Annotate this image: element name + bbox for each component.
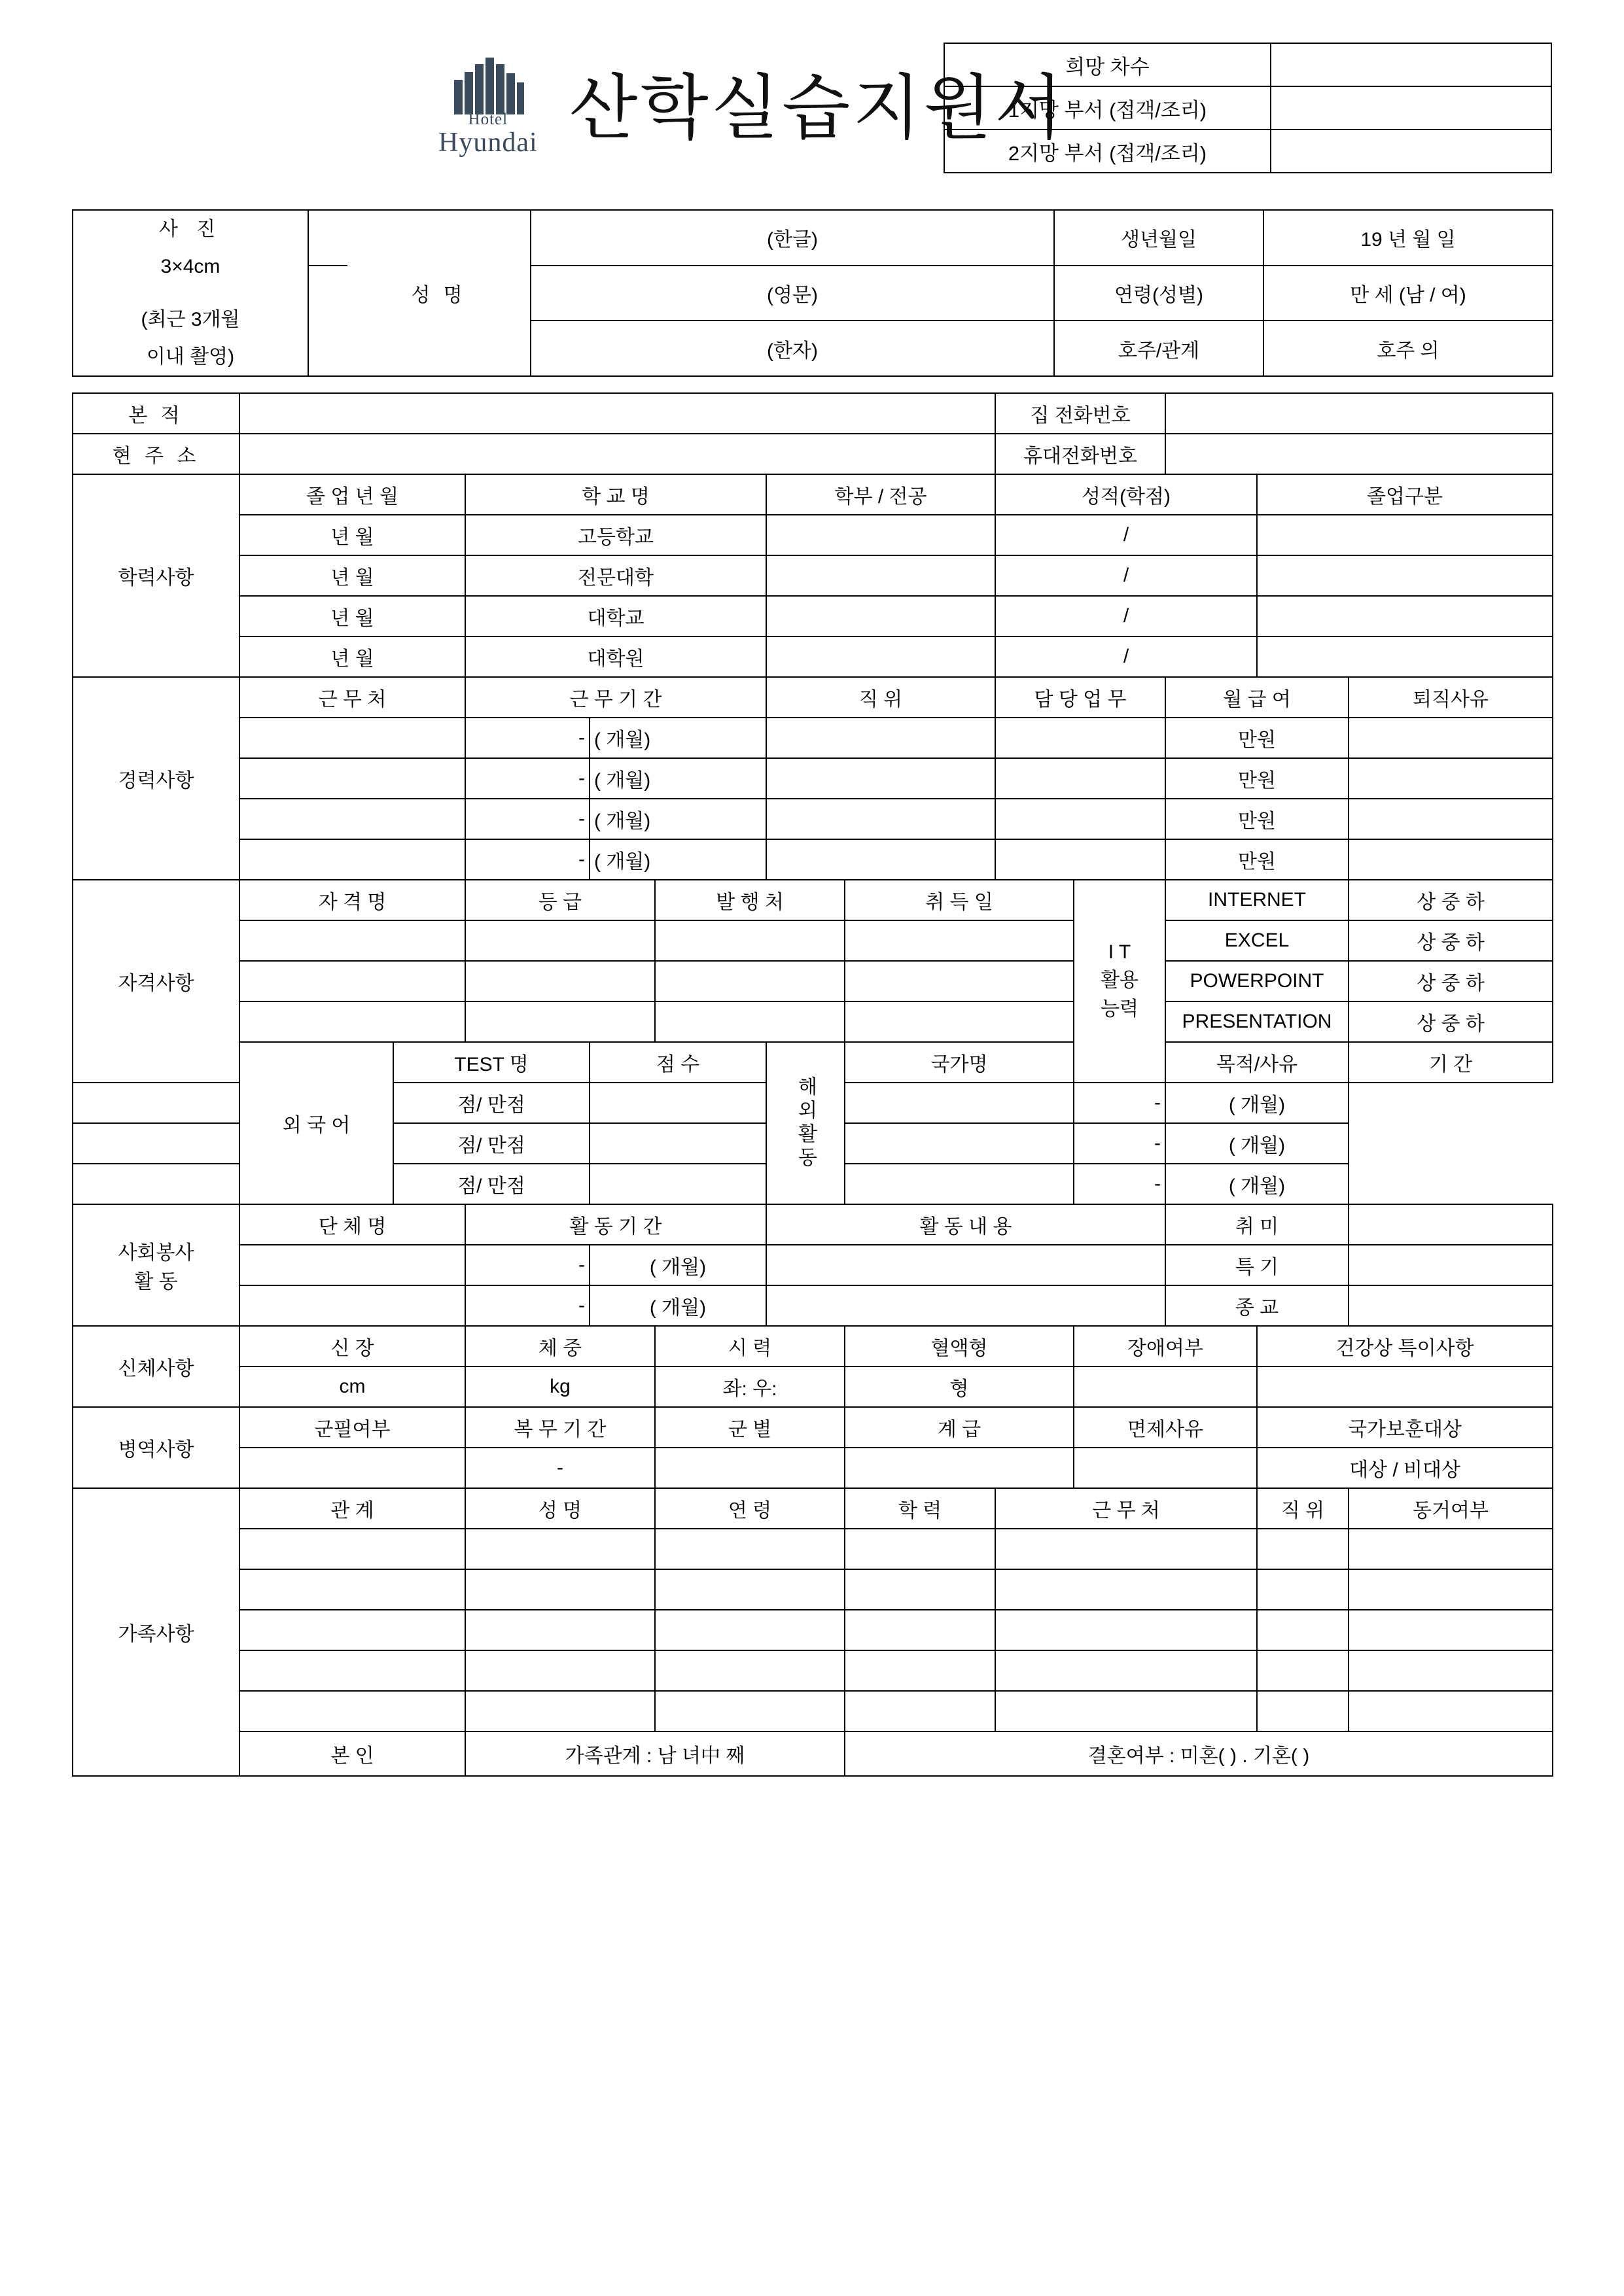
it-excel-label: EXCEL (1165, 920, 1349, 961)
education-school-1: 고등학교 (465, 515, 766, 555)
career-duty-4[interactable] (995, 839, 1165, 880)
age-gender-label: 연령(성별) (1054, 266, 1263, 321)
it-skill-label-line3: 능력 (1101, 998, 1139, 1020)
family-name-5[interactable] (465, 1691, 655, 1731)
career-position-1[interactable] (766, 718, 995, 758)
education-type-1[interactable] (1257, 515, 1553, 555)
mobile-phone-label: 휴대전화번호 (995, 434, 1165, 474)
family-name-1[interactable] (465, 1529, 655, 1569)
name-hanja-field[interactable]: (한자) (531, 321, 1054, 376)
family-age-1[interactable] (655, 1529, 845, 1569)
specialty-value[interactable] (1349, 1245, 1553, 1285)
career-header-period: 근 무 기 간 (465, 677, 766, 718)
hotel-hyundai-logo (438, 52, 538, 156)
spacer-cell (308, 210, 347, 266)
name-english-field[interactable]: (영문) (531, 266, 1054, 321)
table-row (73, 636, 1553, 677)
career-period-month-3[interactable]: ( 개월) (590, 799, 766, 839)
education-major-1[interactable] (766, 515, 995, 555)
mobile-phone-value[interactable] (1165, 434, 1553, 474)
volunteer-period-dash-2[interactable]: - (465, 1285, 590, 1326)
military-served-label: 군필여부 (239, 1407, 465, 1448)
family-position-5[interactable] (1257, 1691, 1349, 1731)
volunteer-section-label (73, 1204, 239, 1326)
family-workplace-2[interactable] (995, 1569, 1257, 1610)
origin-value[interactable] (239, 393, 995, 434)
photo-label-3: (최근 3개월 (141, 309, 240, 330)
birth-label: 생년월일 (1054, 210, 1263, 266)
photo-box[interactable] (73, 210, 308, 376)
career-salary-4[interactable]: 만원 (1165, 839, 1349, 880)
householder-label: 호주/관계 (1054, 321, 1263, 376)
table-row (73, 920, 1553, 961)
personal-info-table (72, 209, 1553, 377)
form-header (72, 0, 1552, 209)
first-choice-value[interactable] (1271, 86, 1551, 130)
table-row (944, 130, 1551, 173)
family-header-name: 성 명 (465, 1488, 655, 1529)
it-skill-label-line1: I T (1108, 941, 1131, 963)
education-school-2: 전문대학 (465, 555, 766, 596)
family-workplace-5[interactable] (995, 1691, 1257, 1731)
volunteer-header-period: 활 동 기 간 (465, 1204, 766, 1245)
family-age-4[interactable] (655, 1650, 845, 1691)
education-ym-3[interactable]: 년 월 (239, 596, 465, 636)
birth-value[interactable]: 19 년 월 일 (1263, 210, 1553, 266)
military-rank-label: 계 급 (845, 1407, 1074, 1448)
table-row (73, 799, 1553, 839)
education-header-school: 학 교 명 (465, 474, 766, 515)
education-grade-3[interactable]: / (995, 596, 1257, 636)
table-row (73, 1529, 1553, 1569)
table-row (73, 1731, 1553, 1776)
it-presentation-level[interactable]: 상 중 하 (1349, 1001, 1553, 1042)
education-type-2[interactable] (1257, 555, 1553, 596)
education-major-2[interactable] (766, 555, 995, 596)
photo-label-4: 이내 촬영) (146, 346, 235, 368)
career-salary-2[interactable]: 만원 (1165, 758, 1349, 799)
education-school-4: 대학원 (465, 636, 766, 677)
health-note-label: 건강상 특이사항 (1257, 1326, 1553, 1366)
career-position-2[interactable] (766, 758, 995, 799)
family-position-1[interactable] (1257, 1529, 1349, 1569)
license-level-2[interactable] (465, 961, 655, 1001)
it-powerpoint-label: POWERPOINT (1165, 961, 1349, 1001)
license-issuer-1[interactable] (655, 920, 845, 961)
family-header-relation: 관 계 (239, 1488, 465, 1529)
language-header-score: 점 수 (590, 1042, 766, 1083)
career-header-duty: 담 당 업 무 (995, 677, 1165, 718)
bloodtype-value[interactable]: 형 (845, 1366, 1074, 1407)
volunteer-content-1[interactable] (766, 1245, 1165, 1285)
table-row (73, 880, 1553, 920)
religion-value[interactable] (1349, 1285, 1553, 1326)
volunteer-period-month-2[interactable]: ( 개월) (590, 1285, 766, 1326)
military-period-label: 복 무 기 간 (465, 1407, 655, 1448)
family-age-2[interactable] (655, 1569, 845, 1610)
disability-label: 장애여부 (1074, 1326, 1257, 1366)
career-place-1[interactable] (239, 718, 465, 758)
family-relation-4[interactable] (239, 1650, 465, 1691)
family-education-2[interactable] (845, 1569, 995, 1610)
license-level-3[interactable] (465, 1001, 655, 1042)
family-header-education: 학 력 (845, 1488, 995, 1529)
table-row (73, 718, 1553, 758)
career-salary-1[interactable]: 만원 (1165, 718, 1349, 758)
wish-order-label: 희망 차수 (944, 43, 1271, 86)
language-score-2[interactable]: 점/ 만점 (393, 1123, 590, 1164)
spacer-cell (308, 266, 347, 321)
overseas-purpose-2[interactable] (845, 1123, 1074, 1164)
family-education-5[interactable] (845, 1691, 995, 1731)
career-position-3[interactable] (766, 799, 995, 839)
career-salary-3[interactable]: 만원 (1165, 799, 1349, 839)
table-row (73, 1042, 1553, 1083)
logo-text-top: Hotel (468, 111, 508, 128)
military-exempt-value[interactable] (1074, 1448, 1257, 1488)
license-date-3[interactable] (845, 1001, 1074, 1042)
table-row (73, 1407, 1553, 1448)
body-section-label: 신체사항 (73, 1326, 239, 1407)
license-issuer-2[interactable] (655, 961, 845, 1001)
education-grade-1[interactable]: / (995, 515, 1257, 555)
license-name-2[interactable] (239, 961, 465, 1001)
license-header-issuer: 발 행 처 (655, 880, 845, 920)
second-choice-value[interactable] (1271, 130, 1551, 173)
education-header-major: 학부 / 전공 (766, 474, 995, 515)
table-row (73, 1650, 1553, 1691)
family-age-5[interactable] (655, 1691, 845, 1731)
family-living-3[interactable] (1349, 1610, 1553, 1650)
photo-label-2: 3×4cm (160, 256, 221, 277)
table-row (73, 1204, 1553, 1245)
volunteer-label-line2: 활 동 (134, 1271, 178, 1293)
career-place-3[interactable] (239, 799, 465, 839)
volunteer-period-dash-1[interactable]: - (465, 1245, 590, 1285)
career-header-salary: 월 급 여 (1165, 677, 1349, 718)
family-living-2[interactable] (1349, 1569, 1553, 1610)
table-row (73, 839, 1553, 880)
family-living-1[interactable] (1349, 1529, 1553, 1569)
weight-label: 체 중 (465, 1326, 655, 1366)
overseas-country-2[interactable] (590, 1123, 766, 1164)
wish-department-table (944, 43, 1552, 173)
family-workplace-3[interactable] (995, 1610, 1257, 1650)
spacer-cell (308, 321, 347, 376)
family-education-4[interactable] (845, 1650, 995, 1691)
education-grade-4[interactable]: / (995, 636, 1257, 677)
career-place-4[interactable] (239, 839, 465, 880)
section-gap (72, 377, 1552, 392)
career-reason-2[interactable] (1349, 758, 1553, 799)
it-internet-level[interactable]: 상 중 하 (1349, 880, 1553, 920)
education-ym-1[interactable]: 년 월 (239, 515, 465, 555)
height-value[interactable]: cm (239, 1366, 465, 1407)
table-row (73, 555, 1553, 596)
overseas-period-dash-2[interactable]: - (1074, 1123, 1165, 1164)
it-skill-label (1074, 880, 1165, 1083)
specialty-label: 특 기 (1165, 1245, 1349, 1285)
family-header-position: 직 위 (1257, 1488, 1349, 1529)
overseas-activity-label: 해외활동 (766, 1042, 845, 1204)
hobby-label: 취 미 (1165, 1204, 1349, 1245)
license-name-1[interactable] (239, 920, 465, 961)
education-school-3: 대학교 (465, 596, 766, 636)
volunteer-org-1[interactable] (239, 1245, 465, 1285)
education-section-label: 학력사항 (73, 474, 239, 677)
career-duty-1[interactable] (995, 718, 1165, 758)
career-period-month-1[interactable]: ( 개월) (590, 718, 766, 758)
age-gender-value[interactable]: 만 세 (남 / 여) (1263, 266, 1553, 321)
religion-label: 종 교 (1165, 1285, 1349, 1326)
origin-label: 본 적 (73, 393, 239, 434)
career-position-4[interactable] (766, 839, 995, 880)
family-education-1[interactable] (845, 1529, 995, 1569)
table-row (73, 1366, 1553, 1407)
military-branch-value[interactable] (655, 1448, 845, 1488)
education-major-4[interactable] (766, 636, 995, 677)
family-name-2[interactable] (465, 1569, 655, 1610)
education-header-type: 졸업구분 (1257, 474, 1553, 515)
career-header-reason: 퇴직사유 (1349, 677, 1553, 718)
table-row (73, 515, 1553, 555)
volunteer-label-line1: 사회봉사 (118, 1242, 194, 1264)
table-row (73, 393, 1553, 434)
career-reason-3[interactable] (1349, 799, 1553, 839)
bloodtype-label: 혈액형 (845, 1326, 1074, 1366)
table-row (73, 1488, 1553, 1529)
address-value[interactable] (239, 434, 995, 474)
career-header-place: 근 무 처 (239, 677, 465, 718)
home-phone-label: 집 전화번호 (995, 393, 1165, 434)
career-reason-4[interactable] (1349, 839, 1553, 880)
table-row (73, 1610, 1553, 1650)
height-label: 신 장 (239, 1326, 465, 1366)
table-row (73, 1448, 1553, 1488)
logo-text-bottom: Hyundai (438, 128, 538, 158)
family-position-2[interactable] (1257, 1569, 1349, 1610)
family-relation-1[interactable] (239, 1529, 465, 1569)
family-relation-note[interactable]: 가족관계 : 남 녀中 째 (465, 1731, 845, 1776)
family-workplace-1[interactable] (995, 1529, 1257, 1569)
marriage-status[interactable]: 결혼여부 : 미혼( ) . 기혼( ) (845, 1731, 1553, 1776)
career-period-month-2[interactable]: ( 개월) (590, 758, 766, 799)
family-header-workplace: 근 무 처 (995, 1488, 1257, 1529)
family-workplace-4[interactable] (995, 1650, 1257, 1691)
license-name-3[interactable] (239, 1001, 465, 1042)
form-body (72, 209, 1552, 1777)
education-type-3[interactable] (1257, 596, 1553, 636)
license-level-1[interactable] (465, 920, 655, 961)
language-header-test: TEST 명 (393, 1042, 590, 1083)
first-choice-label: 1지망 부서 (접객/조리) (944, 86, 1271, 130)
wish-order-value[interactable] (1271, 43, 1551, 86)
language-section-label: 외 국 어 (239, 1042, 393, 1204)
veteran-label: 국가보훈대상 (1257, 1407, 1553, 1448)
career-section-label: 경력사항 (73, 677, 239, 880)
language-test-3[interactable] (73, 1164, 393, 1204)
overseas-period-month-2[interactable]: ( 개월) (1165, 1123, 1349, 1164)
second-choice-label: 2지망 부서 (접객/조리) (944, 130, 1271, 173)
military-served-value[interactable] (239, 1448, 465, 1488)
overseas-period-month-3[interactable]: ( 개월) (1165, 1164, 1349, 1204)
overseas-purpose-3[interactable] (845, 1164, 1074, 1204)
main-form-table (72, 392, 1553, 1777)
it-excel-level[interactable]: 상 중 하 (1349, 920, 1553, 961)
family-header-living: 동거여부 (1349, 1488, 1553, 1529)
overseas-header-period: 기 간 (1349, 1042, 1553, 1083)
building-icon (442, 52, 534, 114)
overseas-header-country: 국가명 (845, 1042, 1074, 1083)
military-section-label: 병역사항 (73, 1407, 239, 1488)
license-header-date: 취 득 일 (845, 880, 1074, 920)
table-row (73, 1691, 1553, 1731)
disability-value[interactable] (1074, 1366, 1257, 1407)
family-living-5[interactable] (1349, 1691, 1553, 1731)
health-note-value[interactable] (1257, 1366, 1553, 1407)
overseas-period-month-1[interactable]: ( 개월) (1165, 1083, 1349, 1123)
table-row (73, 1569, 1553, 1610)
language-score-1[interactable]: 점/ 만점 (393, 1083, 590, 1123)
table-row (73, 758, 1553, 799)
language-score-3[interactable]: 점/ 만점 (393, 1164, 590, 1204)
table-row (73, 961, 1553, 1001)
vision-value[interactable]: 좌: 우: (655, 1366, 845, 1407)
career-header-position: 직 위 (766, 677, 995, 718)
volunteer-header-org: 단 체 명 (239, 1204, 465, 1245)
name-label: 성 명 (347, 210, 531, 376)
volunteer-content-2[interactable] (766, 1285, 1165, 1326)
family-name-3[interactable] (465, 1610, 655, 1650)
table-row (73, 1245, 1553, 1285)
volunteer-header-content: 활 동 내 용 (766, 1204, 1165, 1245)
self-label: 본 인 (239, 1731, 465, 1776)
education-grade-2[interactable]: / (995, 555, 1257, 596)
overseas-country-1[interactable] (590, 1083, 766, 1123)
it-presentation-label: PRESENTATION (1165, 1001, 1349, 1042)
volunteer-org-2[interactable] (239, 1285, 465, 1326)
home-phone-value[interactable] (1165, 393, 1553, 434)
license-section-label: 자격사항 (73, 880, 239, 1083)
table-row (944, 86, 1551, 130)
education-header-grade: 성적(학점) (995, 474, 1257, 515)
table-row (73, 210, 1553, 266)
license-date-2[interactable] (845, 961, 1074, 1001)
license-date-1[interactable] (845, 920, 1074, 961)
family-education-3[interactable] (845, 1610, 995, 1650)
table-row (73, 596, 1553, 636)
military-exempt-label: 면제사유 (1074, 1407, 1257, 1448)
overseas-period-dash-1[interactable]: - (1074, 1083, 1165, 1123)
family-living-4[interactable] (1349, 1650, 1553, 1691)
volunteer-period-month-1[interactable]: ( 개월) (590, 1245, 766, 1285)
veteran-value[interactable]: 대상 / 비대상 (1257, 1448, 1553, 1488)
it-skill-label-line2: 활용 (1101, 969, 1139, 991)
education-type-4[interactable] (1257, 636, 1553, 677)
table-row (73, 1001, 1553, 1042)
table-row (73, 1285, 1553, 1326)
overseas-country-3[interactable] (590, 1164, 766, 1204)
family-relation-5[interactable] (239, 1691, 465, 1731)
license-header-name: 자 격 명 (239, 880, 465, 920)
it-powerpoint-level[interactable]: 상 중 하 (1349, 961, 1553, 1001)
householder-value[interactable]: 호주 의 (1263, 321, 1553, 376)
table-row (73, 434, 1553, 474)
vision-label: 시 력 (655, 1326, 845, 1366)
photo-label-1: 사 진 (158, 218, 222, 240)
family-name-4[interactable] (465, 1650, 655, 1691)
weight-value[interactable]: kg (465, 1366, 655, 1407)
family-relation-3[interactable] (239, 1610, 465, 1650)
table-row (73, 677, 1553, 718)
table-row (944, 43, 1551, 86)
education-ym-4[interactable]: 년 월 (239, 636, 465, 677)
table-row (73, 474, 1553, 515)
career-period-month-4[interactable]: ( 개월) (590, 839, 766, 880)
hobby-value[interactable] (1349, 1204, 1553, 1245)
page-title: 산학실습지원서 (569, 68, 1066, 147)
education-major-3[interactable] (766, 596, 995, 636)
overseas-period-dash-3[interactable]: - (1074, 1164, 1165, 1204)
overseas-header-purpose: 목적/사유 (1165, 1042, 1349, 1083)
education-header-ym: 졸 업 년 월 (239, 474, 465, 515)
military-rank-value[interactable] (845, 1448, 1074, 1488)
career-period-dash-2[interactable]: - (465, 758, 590, 799)
family-position-3[interactable] (1257, 1610, 1349, 1650)
overseas-purpose-1[interactable] (845, 1083, 1074, 1123)
education-ym-2[interactable]: 년 월 (239, 555, 465, 596)
family-position-4[interactable] (1257, 1650, 1349, 1691)
military-period-value[interactable]: - (465, 1448, 655, 1488)
career-period-dash-3[interactable]: - (465, 799, 590, 839)
career-period-dash-4[interactable]: - (465, 839, 590, 880)
family-relation-2[interactable] (239, 1569, 465, 1610)
family-header-age: 연 령 (655, 1488, 845, 1529)
career-period-dash-1[interactable]: - (465, 718, 590, 758)
address-label: 현 주 소 (73, 434, 239, 474)
career-duty-2[interactable] (995, 758, 1165, 799)
license-issuer-3[interactable] (655, 1001, 845, 1042)
name-korean-field[interactable]: (한글) (531, 210, 1054, 266)
it-internet-label: INTERNET (1165, 880, 1349, 920)
career-place-2[interactable] (239, 758, 465, 799)
family-section-label: 가족사항 (73, 1488, 239, 1776)
career-reason-1[interactable] (1349, 718, 1553, 758)
family-age-3[interactable] (655, 1610, 845, 1650)
license-header-level: 등 급 (465, 880, 655, 920)
career-duty-3[interactable] (995, 799, 1165, 839)
table-row (73, 1326, 1553, 1366)
military-branch-label: 군 별 (655, 1407, 845, 1448)
